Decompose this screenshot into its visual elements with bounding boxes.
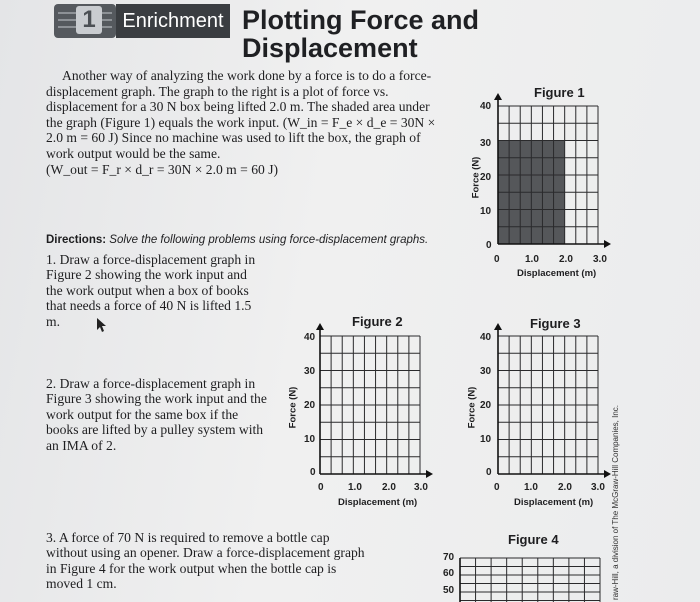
fig3-xlabel: Displacement (m) (514, 497, 594, 508)
y-axis-arrow (494, 93, 502, 100)
problem-number: 3. (46, 530, 57, 545)
fig2-ylabel: Force (N) (287, 386, 299, 429)
fig1-ytick: 30 (480, 138, 492, 149)
problem-text: Draw a force-displacement graph in Figure 2 showing the work input and the work output when a box of books that needs a force of 40 N is lifted 1.5 m. (46, 252, 256, 329)
fig3-xtick: 0 (494, 482, 500, 493)
directions-text: Solve the following problems using force-displacement graphs. (109, 234, 429, 246)
fig1-xtick: 3.0 (593, 254, 607, 265)
figure-3-graph (498, 326, 610, 476)
fig3-ylabel: Force (N) (466, 386, 478, 429)
enrichment-label: Enrichment (116, 4, 230, 38)
fig2-xlabel: Displacement (m) (338, 497, 418, 508)
figure-3-title: Figure 3 (530, 316, 581, 331)
fig1-xtick: 1.0 (525, 254, 539, 265)
mouse-cursor-icon (96, 317, 108, 333)
fig1-ytick: 0 (486, 240, 492, 251)
title-line-1: Plotting Force and (242, 5, 480, 35)
fig1-ytick: 40 (480, 101, 492, 112)
fig3-ytick: 40 (480, 332, 492, 343)
problem-1 (46, 252, 266, 329)
fig2-ytick: 10 (304, 434, 316, 445)
fig3-ytick: 30 (480, 366, 492, 377)
fig2-ytick: 20 (304, 400, 316, 411)
y-axis-arrow (494, 323, 502, 330)
figure-2-graph (320, 326, 432, 476)
fig1-xtick: 2.0 (559, 254, 573, 265)
intro-paragraph (46, 68, 446, 177)
fig2-xtick: 1.0 (348, 482, 362, 493)
x-axis-arrow (426, 470, 433, 478)
intro-text: Another way of analyzing the work done by a force is to do a force-displacement graph. The graph to the right is a plot of force vs. displacement for a 30 N box being lifted 2.0 m. The shaded area under the graph (Figure 1) equals the work input. (W_in = F_e × d_e = 30N × 2.0 m = 60 J) Since no machine was used to lift the box, the graph of work output would be the same. (46, 68, 436, 161)
lesson-number: 1 (76, 6, 102, 34)
fig1-xlabel: Displacement (m) (517, 268, 597, 279)
problem-text: A force of 70 N is required to remove a bottle cap without using an opener. Draw a force-displacement graph in Figure 4 for the work output when the bottle cap is moved 1 cm. (46, 530, 365, 592)
fig2-xtick: 2.0 (382, 482, 396, 493)
figure-2-title: Figure 2 (352, 314, 403, 329)
fig2-ytick: 40 (304, 332, 316, 343)
fig1-ytick: 20 (480, 172, 492, 183)
fig2-ytick: 30 (304, 366, 316, 377)
directions-label: Directions: (46, 234, 107, 246)
fig4-ytick: 60 (443, 568, 455, 579)
title-line-2: Displacement (242, 33, 418, 63)
fig3-ytick: 0 (486, 467, 492, 478)
copyright-notice: raw-Hill, a division of The McGraw-Hill Companies, Inc. (611, 404, 620, 600)
figure-4-graph (460, 554, 610, 602)
fig4-ytick: 70 (443, 552, 455, 563)
fig1-xtick: 0 (494, 254, 500, 265)
directions (46, 234, 428, 246)
fig2-xtick: 3.0 (414, 482, 428, 493)
fig3-ytick: 20 (480, 400, 492, 411)
fig3-ytick: 10 (480, 434, 492, 445)
y-axis-arrow (316, 323, 324, 330)
problem-number: 2. (46, 376, 57, 391)
fig1-ytick: 10 (480, 206, 492, 217)
fig2-xtick: 0 (318, 482, 324, 493)
fig4-ytick: 50 (443, 585, 455, 596)
fig2-ytick: 0 (310, 467, 316, 478)
intro-formula: (W_out = F_r × d_r = 30N × 2.0 m = 60 J) (46, 161, 279, 177)
problem-number: 1. (46, 252, 57, 267)
fig3-xtick: 1.0 (524, 482, 538, 493)
x-axis-arrow (604, 240, 611, 248)
figure-4-title: Figure 4 (508, 532, 559, 547)
fig3-xtick: 2.0 (558, 482, 572, 493)
x-axis-arrow (604, 470, 611, 478)
fig3-xtick: 3.0 (591, 482, 605, 493)
page-title (242, 6, 479, 62)
figure-1-graph (498, 96, 610, 246)
fig1-ylabel: Force (N) (470, 156, 482, 199)
problem-2 (46, 376, 268, 453)
figure-1-title: Figure 1 (534, 85, 585, 100)
problem-3 (46, 530, 366, 592)
problem-text: Draw a force-displacement graph in Figure 3 showing the work input and the work output for the same box if the books are lifted by a pulley system with an IMA of 2. (46, 376, 267, 453)
